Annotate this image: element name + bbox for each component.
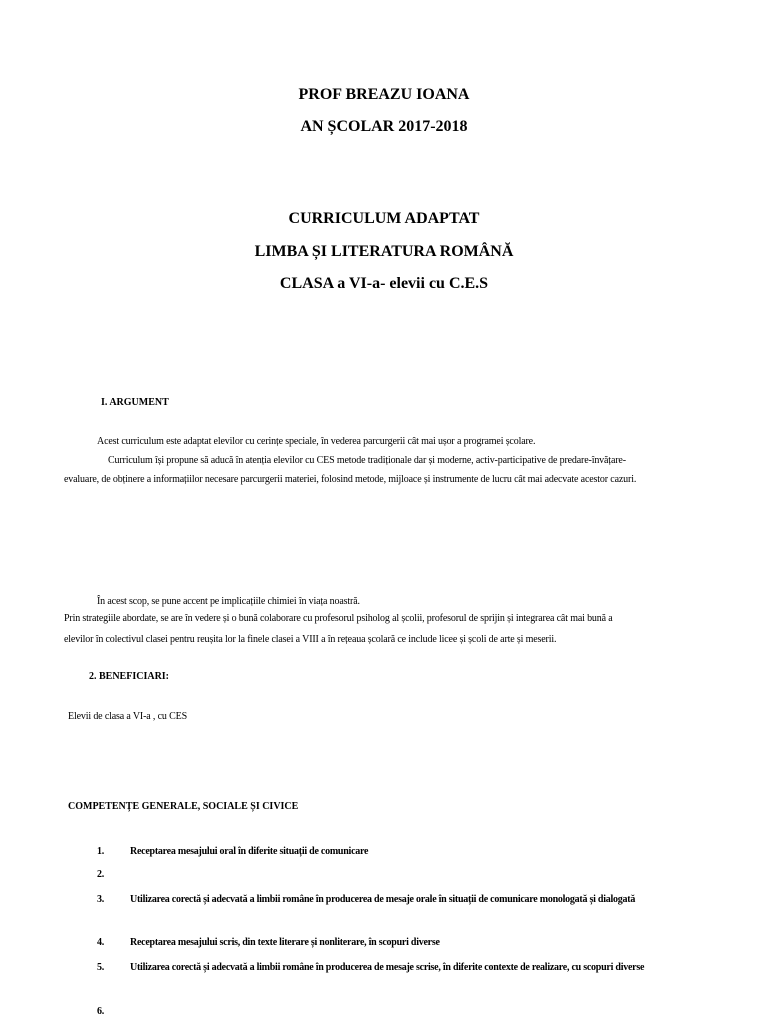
competence-item-4: [97, 934, 717, 952]
argument-paragraph-4-line-1: Prin strategiile abordate, se are în vedere și o bună colaborare cu profesorul psiholog al școlii, profesorul de sprijin și integrarea cât mai bună a: [64, 613, 613, 624]
school-year-line: AN ȘCOLAR 2017-2018: [300, 118, 468, 135]
competence-number: 2.: [97, 869, 104, 880]
competence-text: Receptarea mesajului scris, din texte literare și nonliterare, în scopuri diverse: [130, 937, 440, 948]
argument-paragraph-4-line-2: elevilor în colectivul clasei pentru reușita lor la finele clasei a VIII a în rețeaua școlară ce include licee și școli de arte și meserii.: [64, 634, 557, 645]
competence-item-3: [97, 891, 717, 909]
title-curriculum: CURRICULUM ADAPTAT: [288, 210, 480, 227]
competence-item-5: [97, 959, 717, 977]
argument-paragraph-2-line-1: Curriculum își propune să aducă în atenția elevilor cu CES metode tradiționale dar și moderne, activ-participative de predare-învățare-: [108, 455, 626, 466]
competence-item-1: [97, 843, 717, 861]
competence-number: 1.: [97, 846, 104, 857]
argument-paragraph-2-line-2: evaluare, de obținere a informațiilor necesare parcurgerii materiei, folosind metode, mijloace și instrumente de lucru cât mai adecvate acestor cazuri.: [64, 474, 637, 485]
competence-text: Utilizarea corectă și adecvată a limbii române în producerea de mesaje scrise, în diferite contexte de realizare, cu scopuri diverse: [130, 962, 645, 973]
section-argument-heading: I. ARGUMENT: [101, 397, 169, 408]
competence-number: 4.: [97, 937, 104, 948]
argument-paragraph-1: Acest curriculum este adaptat elevilor cu cerințe speciale, în vederea parcurgerii cât mai ușor a programei școlare.: [97, 436, 536, 447]
competence-text: Receptarea mesajului oral în diferite situații de comunicare: [130, 846, 369, 857]
title-class: CLASA a VI-a- elevii cu C.E.S: [279, 275, 489, 292]
competence-number: 6.: [97, 1006, 104, 1017]
title-subject: LIMBA ȘI LITERATURA ROMÂNĂ: [254, 243, 514, 260]
competence-number: 3.: [97, 894, 104, 905]
competence-number: 5.: [97, 962, 104, 973]
section-beneficiari-heading: 2. BENEFICIARI:: [89, 671, 170, 682]
author-line: PROF BREAZU IOANA: [298, 86, 470, 103]
argument-paragraph-3: În acest scop, se pune accent pe implicațiile chimiei în viața noastră.: [97, 596, 360, 607]
competence-text: Utilizarea corectă și adecvată a limbii române în producerea de mesaje orale în situații de comunicare monologată și dialogată: [130, 894, 636, 905]
beneficiari-text: Elevii de clasa a VI-a , cu CES: [68, 711, 188, 722]
section-competente-heading: COMPETENȚE GENERALE, SOCIALE ȘI CIVICE: [68, 801, 299, 812]
